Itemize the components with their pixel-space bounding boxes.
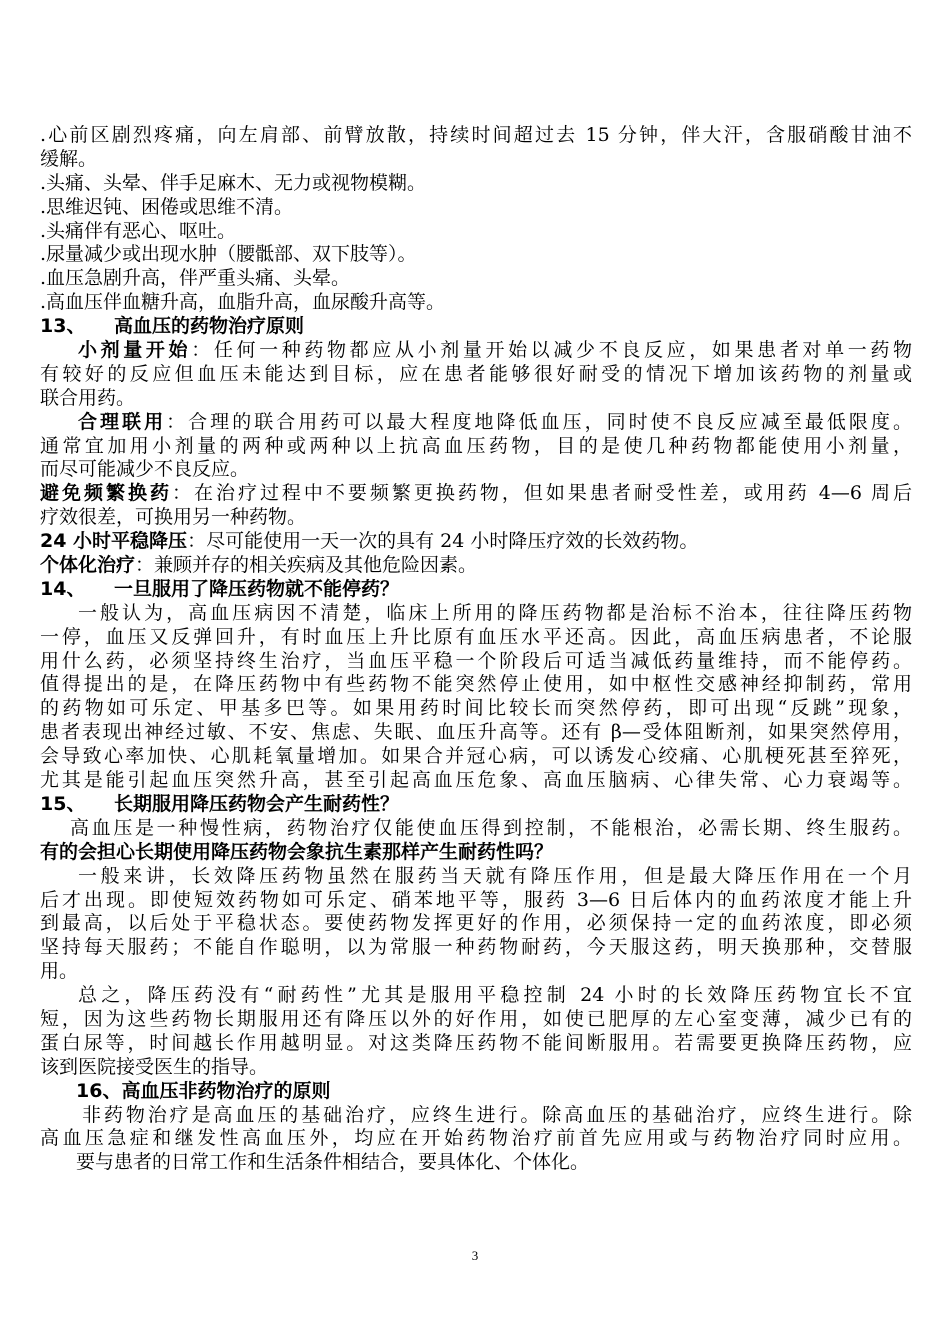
section-number: 14、	[40, 577, 86, 600]
document-body	[40, 124, 912, 1175]
term-label: 合理联用	[78, 410, 167, 433]
paragraph-line: 值得提出的是，在降压药物中有些药物不能突然停止使用，如中枢性交感神经抑制药，常用	[40, 673, 912, 696]
section-13-heading	[40, 315, 912, 339]
paragraph-line: 高血压急症和继发性高血压外，均应在开始药物治疗前首先应用或与药物治疗同时应用。	[40, 1127, 912, 1150]
paragraph-line: 一停，血压又反弹回升，有时血压上升比原有血压水平还高。因此，高血压病患者，不论服	[40, 625, 912, 648]
paragraph-line: 高血压是一种慢性病，药物治疗仅能使血压得到控制，不能根治，必需长期、终生服药。	[70, 816, 912, 839]
symptom-line: .高血压伴血糖升高，血脂升高，血尿酸升高等。	[40, 291, 446, 314]
paragraph-line: 有较好的反应但血压未能达到目标，应在患者能够很好耐受的情况下增加该药物的剂量或	[40, 362, 912, 385]
paragraph-line: 个体化治疗：兼顾并存的相关疾病及其他危险因素。	[40, 554, 478, 577]
paragraph-line: 到最高，以后处于平稳状态。要使药物发挥更好的作用，必须保持一定的血药浓度，即必须	[40, 912, 912, 935]
section-title: 高血压的药物治疗原则	[114, 315, 305, 338]
symptom-line: .尿量减少或出现水肿（腰骶部、双下肢等）。	[40, 243, 417, 266]
section-title: 长期服用降压药物会产生耐药性？	[114, 792, 400, 815]
paragraph-line: 患者表现出神经过敏、不安、焦虑、失眠、血压升高等。还有 β—受体阻断剂，如果突然停用，	[40, 721, 912, 744]
symptom-line: .心前区剧烈疼痛，向左肩部、前臂放散，持续时间超过去 15 分钟，伴大汗，含服硝酸甘油不	[40, 124, 912, 146]
section-number: 13、	[40, 315, 86, 338]
symptom-line: .头痛伴有恶心、呕吐。	[40, 219, 237, 242]
paragraph-line: 通常宜加用小剂量的两种或两种以上抗高血压药物，目的是使几种药物都能使用小剂量，	[40, 434, 912, 457]
symptom-line: .血压急剧升高，伴严重头痛、头晕。	[40, 267, 351, 290]
paragraph-line: 要与患者的日常工作和生活条件相结合，要具体化、个体化。	[76, 1151, 590, 1174]
paragraph-line: 用。	[40, 960, 79, 983]
section-15-heading	[40, 793, 912, 817]
paragraph-line: 坚持每天服药；不能自作聪明，以为常服一种药物耐药，今天服这药，明天换那种，交替服	[40, 936, 912, 959]
paragraph-line: 疗效很差，可换用另一种药物。	[40, 506, 307, 529]
symptom-line: .头痛、头晕、伴手足麻木、无力或视物模糊。	[40, 171, 427, 194]
paragraph-line: 用什么药，必须坚持终生治疗，当血压平稳一个阶段后可适当减低药量维持，而不能停药。	[40, 649, 912, 672]
term-label: 避免频繁换药	[40, 482, 172, 505]
paragraph-line: 而尽可能减少不良反应。	[40, 458, 250, 481]
paragraph-line: 该到医院接受医生的指导。	[40, 1055, 269, 1078]
paragraph-line: 一般来讲，长效降压药物虽然在服药当天就有降压作用，但是最大降压作用在一个月	[78, 864, 912, 887]
term-label: 24 小时平稳降压	[40, 530, 188, 553]
section-title: 一旦服用了降压药物就不能停药？	[114, 577, 400, 600]
paragraph-line: 尤其是能引起血压突然升高，甚至引起高血压危象、高血压脑病、心律失常、心力衰竭等。	[40, 769, 912, 792]
term-label: 小剂量开始	[78, 339, 192, 362]
paragraph-line: 避免频繁换药：在治疗过程中不要频繁更换药物，但如果患者耐受性差，或用药 4—6 周后	[40, 482, 912, 505]
paragraph-line: 非药物治疗是高血压的基础治疗，应终生进行。除高血压的基础治疗，应终生进行。除	[82, 1103, 912, 1126]
paragraph-line: 24 小时平稳降压：尽可能使用一天一次的具有 24 小时降压疗效的长效药物。	[40, 530, 699, 553]
paragraph-line: 小剂量开始：任何一种药物都应从小剂量开始以减少不良反应，如果患者对单一药物	[78, 339, 912, 362]
paragraph-line: 会导致心率加快、心肌耗氧量增加。如果合并冠心病，可以诱发心绞痛、心肌梗死甚至猝死，	[40, 745, 912, 768]
symptom-line: 缓解。	[40, 147, 98, 170]
section-14-heading	[40, 578, 912, 602]
section-number: 15、	[40, 792, 86, 815]
paragraph-line: 联合用药。	[40, 386, 136, 409]
paragraph-line: 的药物如可乐定、甲基多巴等。如果用药时间比较长而突然停药，即可出现“反跳”现象，	[40, 697, 912, 720]
paragraph-line: 总之，降压药没有“耐药性”尤其是服用平稳控制 24 小时的长效降压药物宜长不宜	[78, 984, 912, 1007]
question-line: 有的会担心长期使用降压药物会象抗生素那样产生耐药性吗？	[40, 840, 554, 863]
term-label: 个体化治疗	[40, 554, 136, 577]
symptom-line: .思维迟钝、困倦或思维不清。	[40, 195, 294, 218]
section-16-heading: 16、高血压非药物治疗的原则	[76, 1079, 331, 1102]
paragraph-line: 蛋白尿等，时间越长作用越明显。对这类降压药物不能间断服用。若需要更换降压药物，应	[40, 1031, 912, 1054]
page-number: 3	[471, 1248, 479, 1263]
paragraph-line: 后才出现。即使短效药物如可乐定、硝苯地平等，服药 3—6 日后体内的血药浓度才能上升	[40, 888, 912, 911]
paragraph-line: 一般认为，高血压病因不清楚，临床上所用的降压药物都是治标不治本，往往降压药物	[78, 601, 912, 624]
paragraph-line: 短，因为这些药物长期服用还有降压以外的好作用，如使已肥厚的左心室变薄，减少已有的	[40, 1007, 912, 1030]
paragraph-line: 合理联用：合理的联合用药可以最大程度地降低血压，同时使不良反应减至最低限度。	[78, 410, 912, 433]
